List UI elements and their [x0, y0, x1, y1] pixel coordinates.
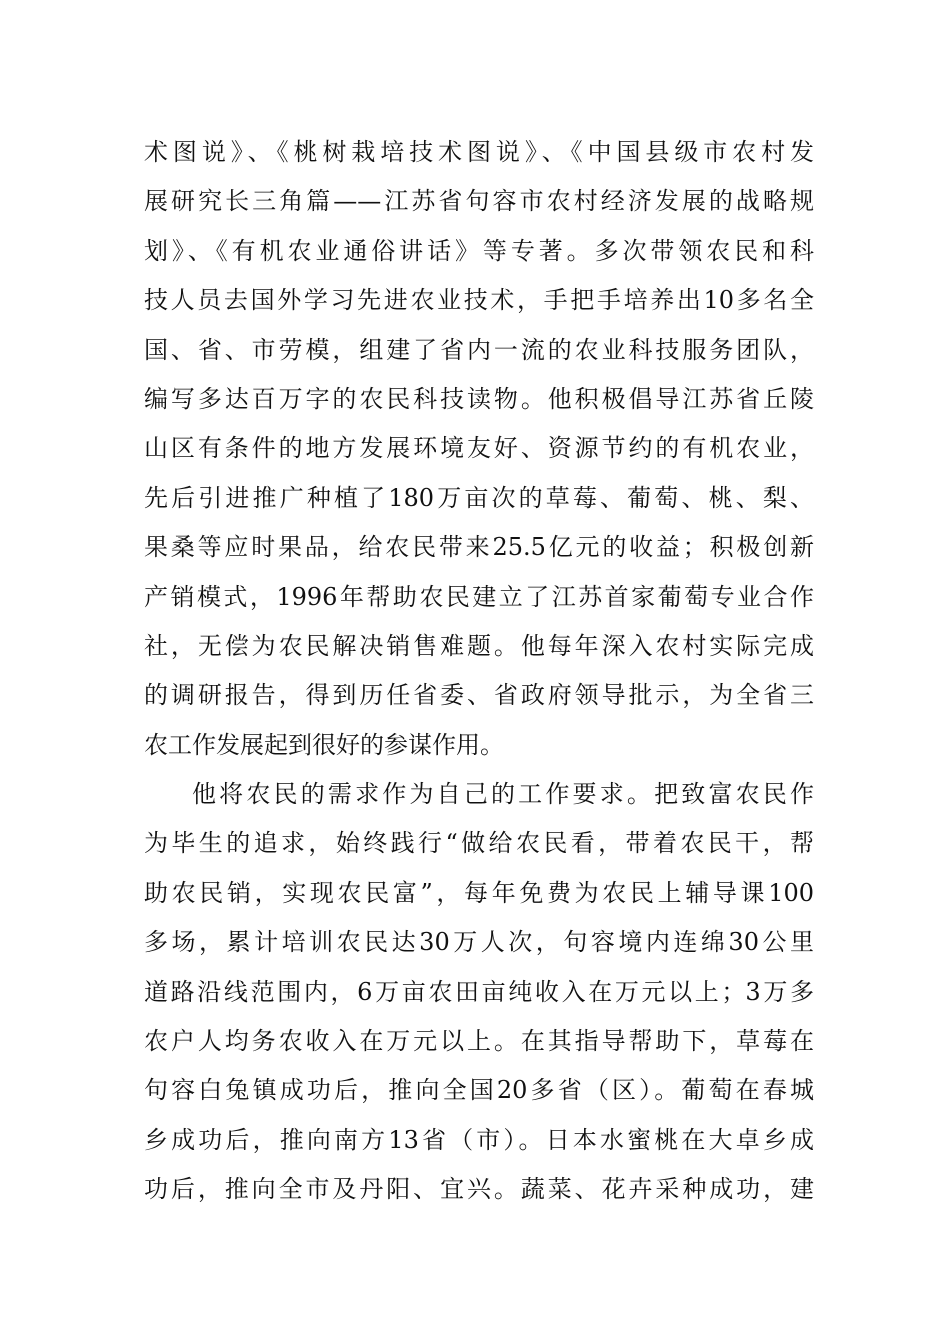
text-line: 术图说》、《桃树栽培技术图说》、《中国县级市农村发: [144, 138, 814, 166]
body-text: [144, 128, 814, 1215]
text-line: 产销模式，1996年帮助农民建立了江苏首家葡萄专业合作: [144, 582, 814, 611]
text-line: 为毕生的追求，始终践行“做给农民看，带着农民干，帮: [144, 829, 814, 858]
text-line: 果桑等应时果品，给农民带来25.5亿元的收益；积极创新: [144, 533, 814, 562]
text-line: 道路沿线范围内，6万亩农田亩纯收入在万元以上；3万多: [144, 977, 814, 1006]
text-line: 功后，推向全市及丹阳、宜兴。蔬菜、花卉采种成功，建: [144, 1175, 814, 1204]
paragraph-start-line: 他将农民的需求作为自己的工作要求。把致富农民作: [192, 780, 814, 809]
text-line: 助农民销，实现农民富”，每年免费为农民上辅导课100: [144, 878, 814, 907]
text-line: 的调研报告，得到历任省委、省政府领导批示，为全省三: [144, 681, 814, 710]
text-line: 技人员去国外学习先进农业技术，手把手培养出10多名全: [144, 286, 814, 315]
text-line: 展研究长三角篇——江苏省句容市农村经济发展的战略规: [144, 187, 814, 216]
text-line: 编写多达百万字的农民科技读物。他积极倡导江苏省丘陵: [144, 384, 814, 413]
text-line: 句容白兔镇成功后，推向全国20多省（区）。葡萄在春城: [144, 1076, 814, 1105]
text-line: 先后引进推广种植了180万亩次的草莓、葡萄、桃、梨、: [144, 483, 814, 512]
text-line: 社，无偿为农民解决销售难题。他每年深入农村实际完成: [144, 631, 814, 660]
paragraph-end-line: 农工作发展起到很好的参谋作用。: [144, 730, 504, 759]
text-line: 划》、《有机农业通俗讲话》等专著。多次带领农民和科: [144, 236, 814, 265]
text-line: 农户人均务农收入在万元以上。在其指导帮助下，草莓在: [144, 1027, 814, 1056]
text-line: 多场，累计培训农民达30万人次，句容境内连绵30公里: [144, 928, 814, 957]
text-line: 乡成功后，推向南方13省（市）。日本水蜜桃在大卓乡成: [144, 1125, 814, 1154]
text-line: 国、省、市劳模，组建了省内一流的农业科技服务团队，: [144, 335, 814, 364]
text-line: 山区有条件的地方发展环境友好、资源节约的有机农业，: [144, 434, 814, 463]
